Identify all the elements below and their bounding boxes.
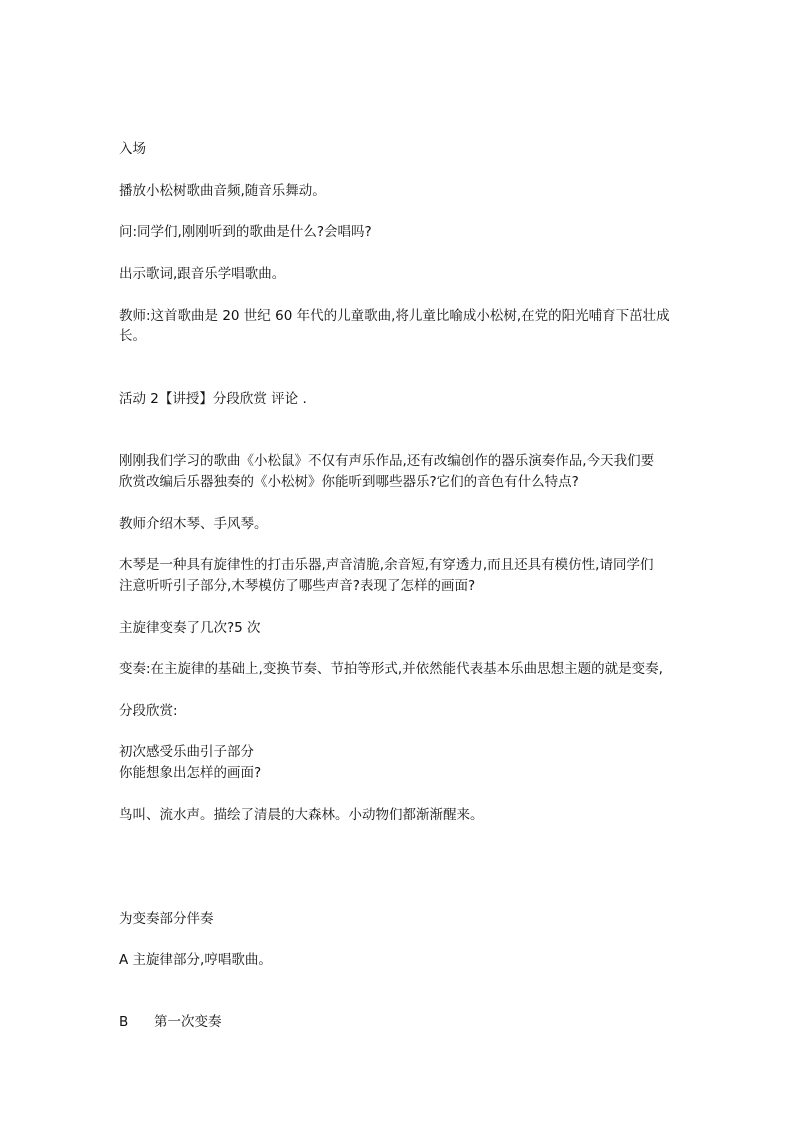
paragraph-variations-count: 主旋律变奏了几次?5 次: [119, 620, 261, 636]
heading-entrance: 入场: [119, 141, 146, 157]
activity-heading: 活动 2【讲授】分段欣赏 评论 .: [119, 391, 307, 407]
paragraph-teacher-line2: 长。: [119, 328, 146, 344]
paragraph-variation-definition: 变奏:在主旋律的基础上,变换节奏、节拍等形式,并依然能代表基本乐曲思想主题的就是变奏,: [119, 661, 663, 677]
paragraph-xylophone-line1: 木琴是一种具有旋律性的打击乐器,声音清脆,余音短,有穿透力,而且还具有模仿性,请同学们: [119, 557, 654, 573]
paragraph-part-b: [119, 1012, 222, 1032]
paragraph-intro-line2: 欣赏改编后乐器独奏的《小松树》你能听到哪些器乐?它们的音色有什么特点?: [119, 474, 579, 490]
paragraph-xylophone-line2: 注意听听引子部分,木琴模仿了哪些声音?表现了怎样的画面?: [119, 578, 476, 594]
paragraph-segment-appreciation: 分段欣赏:: [119, 703, 178, 719]
paragraph-birds-water: 鸟叫、流水声。描绘了清晨的大森林。小动物们都渐渐醒来。: [119, 807, 484, 823]
paragraph-intro-part-line2: 你能想象出怎样的画面?: [119, 765, 262, 781]
paragraph-instruments: 教师介绍木琴、手风琴。: [119, 516, 268, 532]
paragraph-accompany: 为变奏部分伴奏: [119, 911, 214, 927]
paragraph-intro-part-line1: 初次感受乐曲引子部分: [119, 744, 254, 760]
paragraph-intro-line1: 刚刚我们学习的歌曲《小松鼠》不仅有声乐作品,还有改编创作的器乐演奏作品,今天我们要: [119, 453, 655, 469]
paragraph-play-audio: 播放小松树歌曲音频,随音乐舞动。: [119, 183, 326, 199]
paragraph-part-a: A 主旋律部分,哼唱歌曲。: [119, 952, 272, 968]
paragraph-teacher-line1: 教师:这首歌曲是 20 世纪 60 年代的儿童歌曲,将儿童比喻成小松树,在党的阳光哺育下茁壮成: [119, 308, 670, 324]
part-b-label: B: [119, 1014, 129, 1030]
part-b-text: 第一次变奏: [154, 1014, 222, 1030]
paragraph-show-lyrics: 出示歌词,跟音乐学唱歌曲。: [119, 266, 286, 282]
paragraph-question: 问:同学们,刚刚听到的歌曲是什么?会唱吗?: [119, 224, 372, 240]
